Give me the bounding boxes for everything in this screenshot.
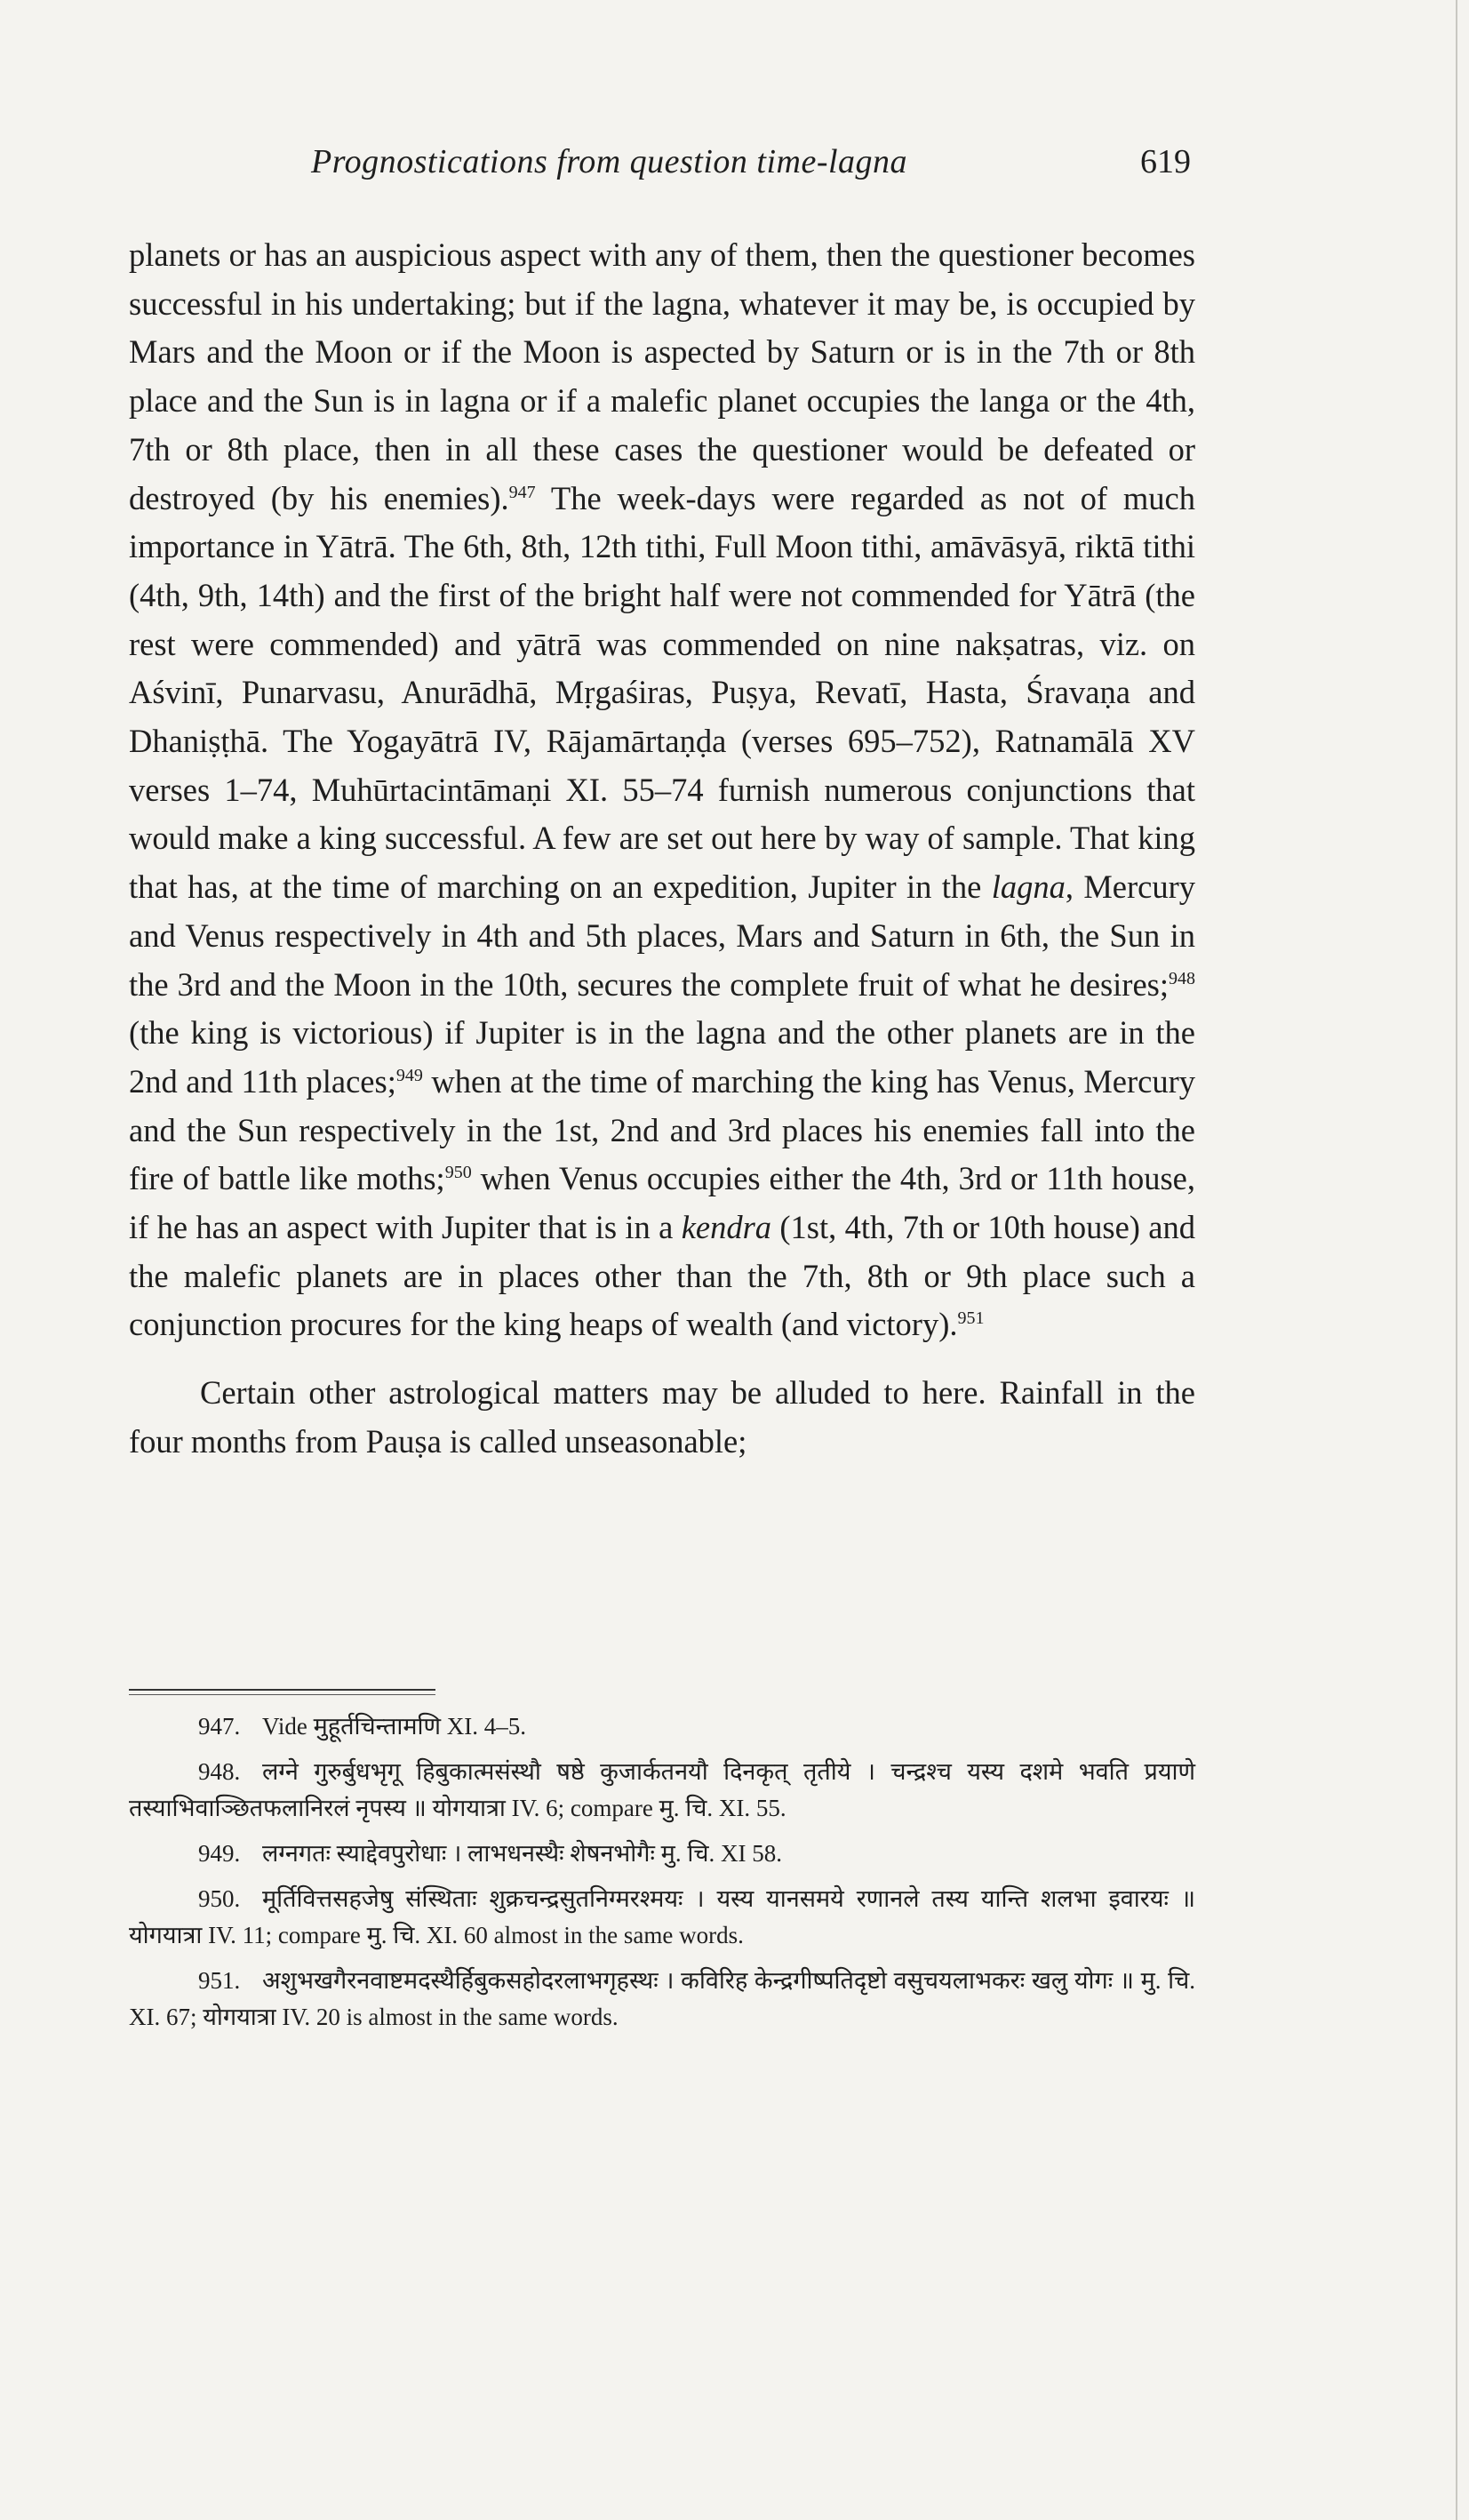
- text-segment: (the king is victorious) if Jupiter is in the lagna and the other planets are in the 2nd and 11th places;: [129, 1014, 1195, 1100]
- page-edge-line: [1456, 0, 1457, 2520]
- footnote-separator-thin: [129, 1694, 435, 1695]
- text-segment: (1st, 4th, 7th or 10th house) and the malefic planets are in places other than the 7th, 8th or 9th place such a conjunction procures for the king heaps of wealth (and victory).: [129, 1209, 1196, 1343]
- footnote-950: [129, 1881, 1195, 1954]
- footnote-ref-949[interactable]: 949: [395, 1065, 423, 1085]
- text-segment: The week-days were regarded as not of much importance in Yātrā. The 6th, 8th, 12th tithi, Full Moon tithi, amāvāsyā, riktā tithi (4th, 9th, 14th) and the first of the bright half were not commended for Yātrā (the rest were commended) and yātrā was commended on nine nakṣatras, viz. on Aśvinī, Punarvasu, Anurādhā, Mṛgaśiras, Puṣya, Revatī, Hasta, Śravaṇa and Dhaniṣṭhā. The Yogayātrā IV, Rājamārtaṇḍa (verses 695–752), Ratnamālā XV verses 1–74, Muhūrtacintāmaṇi XI. 55–74 furnish numerous conjunctions that would make a king successful. A few are set out here by way of sample. That king that has, at the time of marching on an expedition, Jupiter in the: [129, 479, 1195, 906]
- paragraph-1: [129, 231, 1195, 1349]
- footnote-text: मूर्तिवित्तसहजेषु संस्थिताः शुक्रचन्द्रसुतनिग्मरश्मयः । यस्य यानसमये रणानले तस्य यान्ति शलभा इवारयः ॥ योगयात्रा IV. 11; compare मु. चि. XI. 60 almost in the same words.: [129, 1885, 1195, 1948]
- paragraph-2: Certain other astrological matters may be alluded to here. Rainfall in the four months from Pauṣa is called unseasonable;: [129, 1374, 1195, 1460]
- footnote-number: 948.: [198, 1758, 241, 1785]
- footnote-text: लग्ने गुरुर्बुधभृगू हिबुकात्मसंस्थौ षष्ठे कुजार्कतनयौ दिनकृत् तृतीये । चन्द्रश्च यस्य दशमे भवति प्रयाणे तस्याभिवाञ्छितफलानिरलं नृपस्य ॥ योगयात्रा IV. 6; compare मु. चि. XI. 55.: [129, 1758, 1195, 1821]
- footnote-separator: [129, 1689, 435, 1691]
- footnote-text: अशुभखगैरनवाष्टमदस्थैर्हिबुकसहोदरलाभगृहस्थः । कविरिह केन्द्रगीष्पतिदृष्टो वसुचयलाभकरः खलु योगः ॥ मु. चि. XI. 67; योगयात्रा IV. 20 is almost in the same words.: [129, 1967, 1195, 2030]
- running-header: [133, 142, 1191, 196]
- footnote-949: [129, 1836, 1195, 1872]
- footnote-948: [129, 1754, 1195, 1827]
- italic-term-kendra: kendra: [681, 1209, 772, 1246]
- footnote-ref-948[interactable]: 948: [1169, 968, 1195, 988]
- footnote-number: 947.: [198, 1713, 241, 1740]
- footnote-text: Vide मुहूर्तचिन्तामणि XI. 4–5.: [262, 1713, 526, 1740]
- footnote-951: [129, 1963, 1195, 2036]
- main-text: [129, 231, 1195, 1467]
- footnote-947: [129, 1708, 1195, 1745]
- header-title: Prognostications from question time-lagna: [311, 143, 908, 180]
- footnote-ref-950[interactable]: 950: [444, 1163, 472, 1183]
- text-segment: , Mercury and Venus respectively in 4th and 5th places, Mars and Saturn in 6th, the Sun in the 3rd and the Moon in the 10th, secures the complete fruit of what he desires;: [129, 868, 1195, 1003]
- footnote-number: 949.: [198, 1840, 241, 1867]
- text-segment: when Venus occupies either the 4th, 3rd or 11th house, if he has an aspect with Jupiter that is in a: [129, 1160, 1195, 1246]
- footnotes-section: [129, 1708, 1195, 2044]
- footnote-number: 950.: [198, 1885, 241, 1912]
- footnote-number: 951.: [198, 1967, 241, 1994]
- text-segment: when at the time of marching the king has Venus, Mercury and the Sun respectively in the 1st, 2nd and 3rd places his enemies fall into the fire of battle like moths;: [129, 1062, 1195, 1197]
- page-number: 619: [1140, 143, 1191, 180]
- footnote-ref-951[interactable]: 951: [957, 1308, 985, 1329]
- text-segment: planets or has an auspicious aspect with any of them, then the questioner becomes successful in his undertaking; but if the lagna, whatever it may be, is occupied by Mars and the Moon or if the Moon is aspected by Saturn or is in the 7th or 8th place and the Sun is in lagna or if a malefic planet occupies the langa or the 4th, 7th or 8th place, then in all these cases the questioner would be defeated or destroyed (by his enemies).: [129, 236, 1195, 516]
- footnote-ref-947[interactable]: 947: [508, 482, 536, 502]
- footnote-text: लग्नगतः स्याद्देवपुरोधाः । लाभधनस्थैः शेषनभोगैः मु. चि. XI 58.: [262, 1840, 782, 1867]
- italic-term-lagna: lagna: [991, 868, 1066, 906]
